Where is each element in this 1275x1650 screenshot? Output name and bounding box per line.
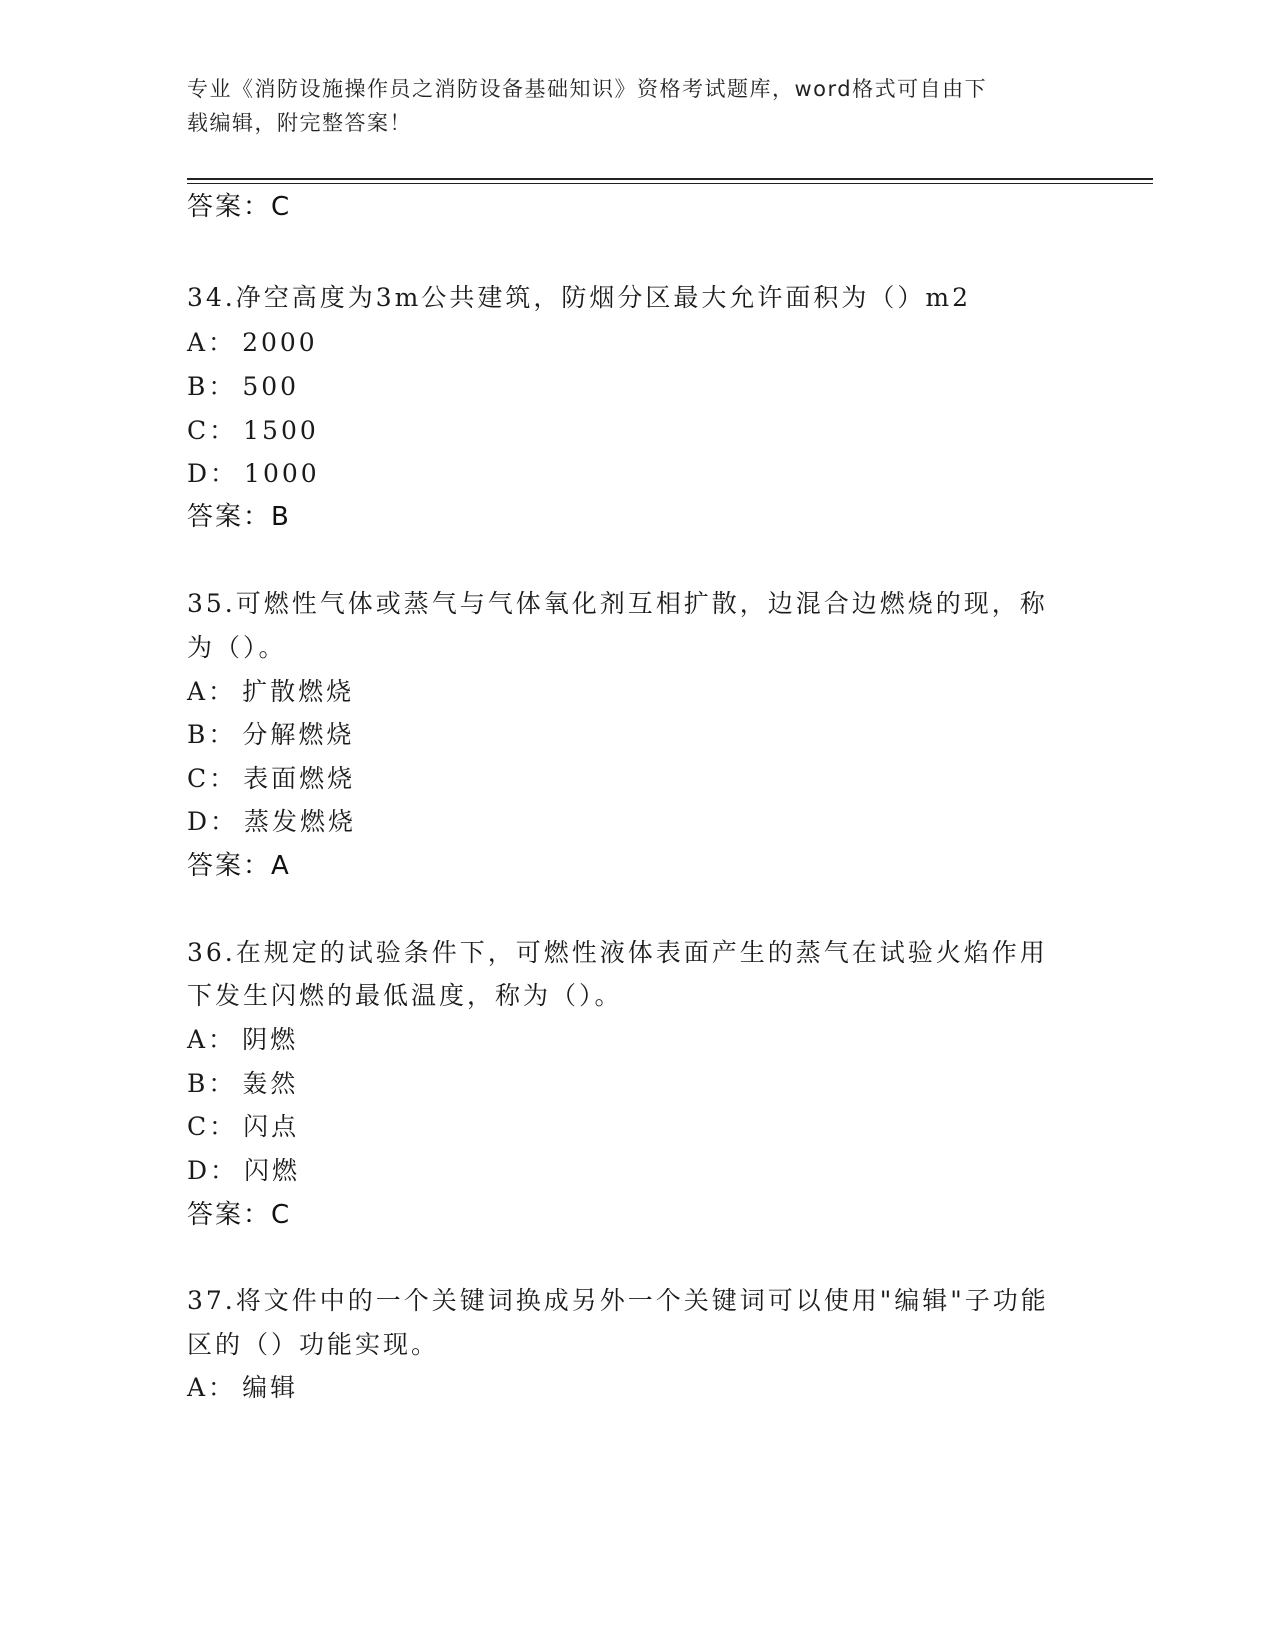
option-letter: C： (187, 764, 238, 793)
question-35-answer: 答案：A (187, 851, 291, 881)
question-36-option-c (187, 1105, 299, 1149)
question-35-stem-line-1: 35.可燃性气体或蒸气与气体氧化剂互相扩散，边混合边燃烧的现，称 (187, 589, 1048, 618)
header-divider-thick (187, 178, 1153, 180)
question-35-stem-line-2: 为（）。 (187, 633, 287, 662)
option-text: 500 (242, 372, 300, 401)
question-37-stem-line-1: 37.将文件中的一个关键词换成另外一个关键词可以使用"编辑"子功能 (187, 1286, 1049, 1315)
option-text: 表面燃烧 (243, 764, 356, 793)
question-34-option-c (187, 409, 319, 453)
question-36-option-a (187, 1018, 298, 1062)
question-37-stem-line-2: 区的（）功能实现。 (187, 1330, 440, 1359)
question-35-option-c (187, 757, 355, 801)
question-34-option-b (187, 365, 299, 409)
option-text: 扩散燃烧 (242, 677, 355, 706)
question-36-stem-line-1: 36.在规定的试验条件下，可燃性液体表面产生的蒸气在试验火焰作用 (187, 938, 1048, 967)
option-letter: D： (187, 807, 239, 836)
question-34-option-d (187, 452, 320, 496)
document-header (187, 72, 1067, 140)
question-36-option-b (187, 1062, 298, 1106)
option-text: 蒸发燃烧 (244, 807, 357, 836)
question-35-option-d (187, 800, 356, 844)
option-text: 阴燃 (242, 1025, 299, 1054)
question-35-option-a (187, 670, 354, 714)
option-text: 1500 (243, 416, 319, 445)
option-text: 1000 (244, 459, 320, 488)
question-34-answer: 答案：B (187, 502, 291, 532)
option-text: 闪点 (243, 1112, 300, 1141)
option-letter: A： (187, 677, 237, 706)
option-letter: C： (187, 1112, 238, 1141)
answer-prev: 答案：C (187, 192, 292, 222)
option-letter: A： (187, 1025, 237, 1054)
header-line-1: 专业《消防设施操作员之消防设备基础知识》资格考试题库，word格式可自由下 (187, 77, 988, 101)
question-36-option-d (187, 1149, 300, 1193)
question-36-answer: 答案：C (187, 1200, 292, 1230)
option-text: 2000 (242, 328, 318, 357)
option-text: 分解燃烧 (242, 720, 355, 749)
question-34-option-a (187, 321, 318, 365)
header-divider-thin (187, 183, 1153, 184)
option-text: 轰然 (242, 1069, 299, 1098)
question-35-option-b (187, 713, 354, 757)
header-line-2: 载编辑，附完整答案！ (187, 111, 412, 135)
option-letter: D： (187, 1156, 239, 1185)
option-letter: C： (187, 416, 238, 445)
option-text: 编辑 (242, 1373, 299, 1402)
option-letter: B： (187, 1069, 237, 1098)
option-text: 闪燃 (244, 1156, 301, 1185)
option-letter: D： (187, 459, 239, 488)
option-letter: B： (187, 372, 237, 401)
question-36-stem-line-2: 下发生闪燃的最低温度，称为（）。 (187, 981, 623, 1010)
option-letter: A： (187, 328, 237, 357)
option-letter: B： (187, 720, 237, 749)
question-34-stem: 34.净空高度为3m公共建筑，防烟分区最大允许面积为（）m2 (187, 283, 971, 312)
option-letter: A： (187, 1373, 237, 1402)
question-37-option-a (187, 1366, 298, 1410)
